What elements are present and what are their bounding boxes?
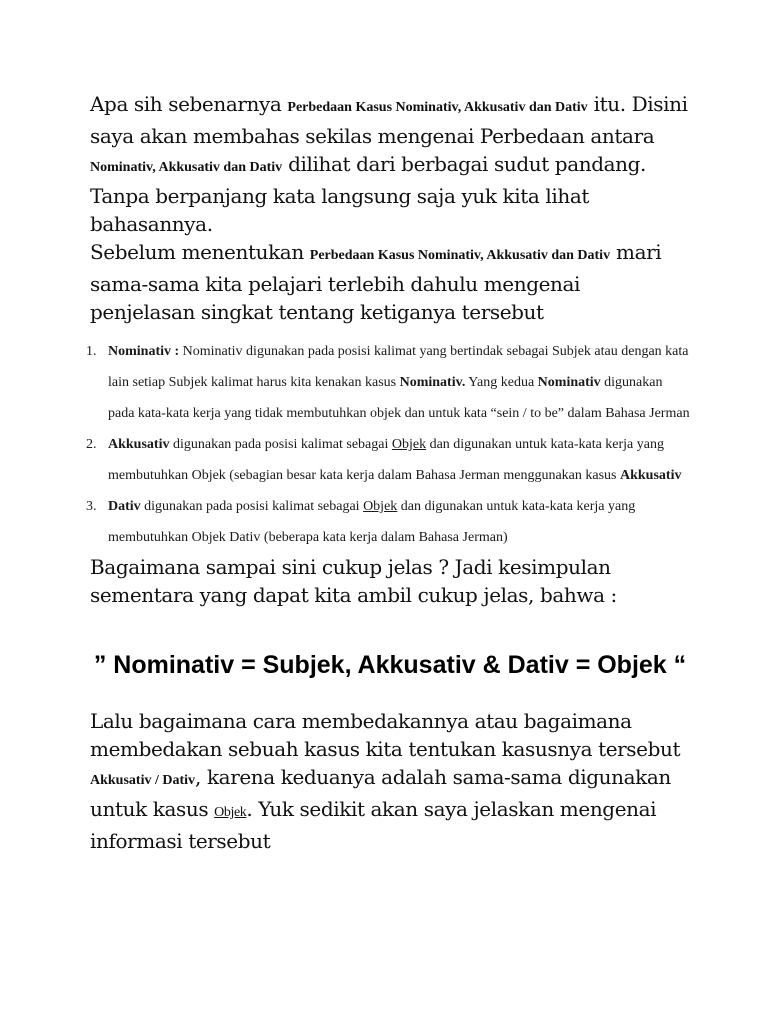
before-text: mari sama-sama kita pelajari terlebih dahulu mengenai penjelasan singkat tentang ketiganya tersebut bbox=[90, 240, 662, 324]
list-item-nominativ bbox=[86, 336, 690, 429]
case-list bbox=[86, 336, 690, 553]
list-item-akkusativ bbox=[86, 429, 690, 491]
conclusion-intro-paragraph: Bagaimana sampai sini cukup jelas ? Jadi kesimpulan sementara yang dapat kita ambil cukup jelas, bahwa : bbox=[90, 555, 617, 607]
term-dativ: Dativ bbox=[108, 499, 141, 514]
term-akkusativ: Akkusativ bbox=[108, 437, 170, 452]
objek-link[interactable]: Objek bbox=[214, 805, 247, 820]
term-nominativ: Nominativ bbox=[537, 375, 601, 390]
closing-term-emphasis: Akkusativ / Dativ bbox=[90, 773, 196, 788]
objek-link[interactable]: Objek bbox=[391, 437, 427, 452]
list-text: dan digunakan untuk kata-kata kerja yang membutuhkan Objek (sebagian besar kata kerja dalam Bahasa Jerman menggunakan kasus bbox=[108, 437, 664, 483]
list-text: digunakan pada kata-kata kerja yang tidak membutuhkan objek dan untuk kata “sein / to be” dalam Bahasa Jerman bbox=[108, 375, 690, 421]
list-text: Yang kedua bbox=[465, 375, 538, 390]
term-nominativ: Nominativ. bbox=[399, 375, 466, 390]
before-text: Sebelum menentukan bbox=[90, 240, 310, 264]
before-term-emphasis: Perbedaan Kasus Nominativ, Akkusativ dan Dativ bbox=[309, 248, 611, 263]
closing-text: . Yuk sedikit akan saya jelaskan mengenai informasi tersebut bbox=[90, 797, 657, 853]
intro-text: itu. Disini saya akan membahas sekilas mengenai Perbedaan antara bbox=[90, 92, 688, 148]
list-text: digunakan pada posisi kalimat sebagai bbox=[169, 437, 392, 452]
list-text: digunakan pada posisi kalimat sebagai bbox=[140, 499, 364, 514]
before-paragraph bbox=[90, 238, 690, 326]
document-page bbox=[86, 90, 690, 855]
intro-term-emphasis: Perbedaan Kasus Nominativ, Akkusativ dan Dativ bbox=[287, 100, 588, 115]
closing-text: , karena keduanya adalah sama-sama digunakan untuk kasus bbox=[90, 765, 671, 821]
intro-paragraph bbox=[90, 90, 690, 238]
intro-text: Apa sih sebenarnya bbox=[90, 92, 288, 116]
intro-term-emphasis: Nominativ, Akkusativ dan Dativ bbox=[90, 160, 283, 175]
list-number: 2. bbox=[86, 437, 97, 452]
closing-paragraph bbox=[90, 707, 690, 855]
closing-text: Lalu bagaimana cara membedakannya atau bagaimana membedakan sebuah kasus kita tentukan kasusnya tersebut bbox=[90, 709, 681, 761]
list-text: Nominativ digunakan pada posisi kalimat yang bertindak sebagai Subjek atau dengan kata lain setiap Subjek kalimat harus kita kenakan kasus bbox=[108, 344, 689, 390]
summary-heading: ” Nominativ = Subjek, Akkusativ & Dativ = Objek “ bbox=[93, 651, 687, 679]
list-text: dan digunakan untuk kata-kata kerja yang membutuhkan Objek Dativ (beberapa kata kerja dalam Bahasa Jerman) bbox=[108, 499, 636, 545]
intro-text: dilihat dari berbagai sudut pandang. Tanpa berpanjang kata langsung saja yuk kita lihat bahasannya. bbox=[90, 152, 646, 236]
objek-link[interactable]: Objek bbox=[363, 499, 398, 514]
list-number: 3. bbox=[86, 499, 97, 514]
list-item-dativ bbox=[86, 491, 690, 553]
term-akkusativ: Akkusativ bbox=[620, 468, 682, 483]
list-number: 1. bbox=[86, 344, 97, 359]
term-nominativ: Nominativ : bbox=[108, 344, 180, 359]
